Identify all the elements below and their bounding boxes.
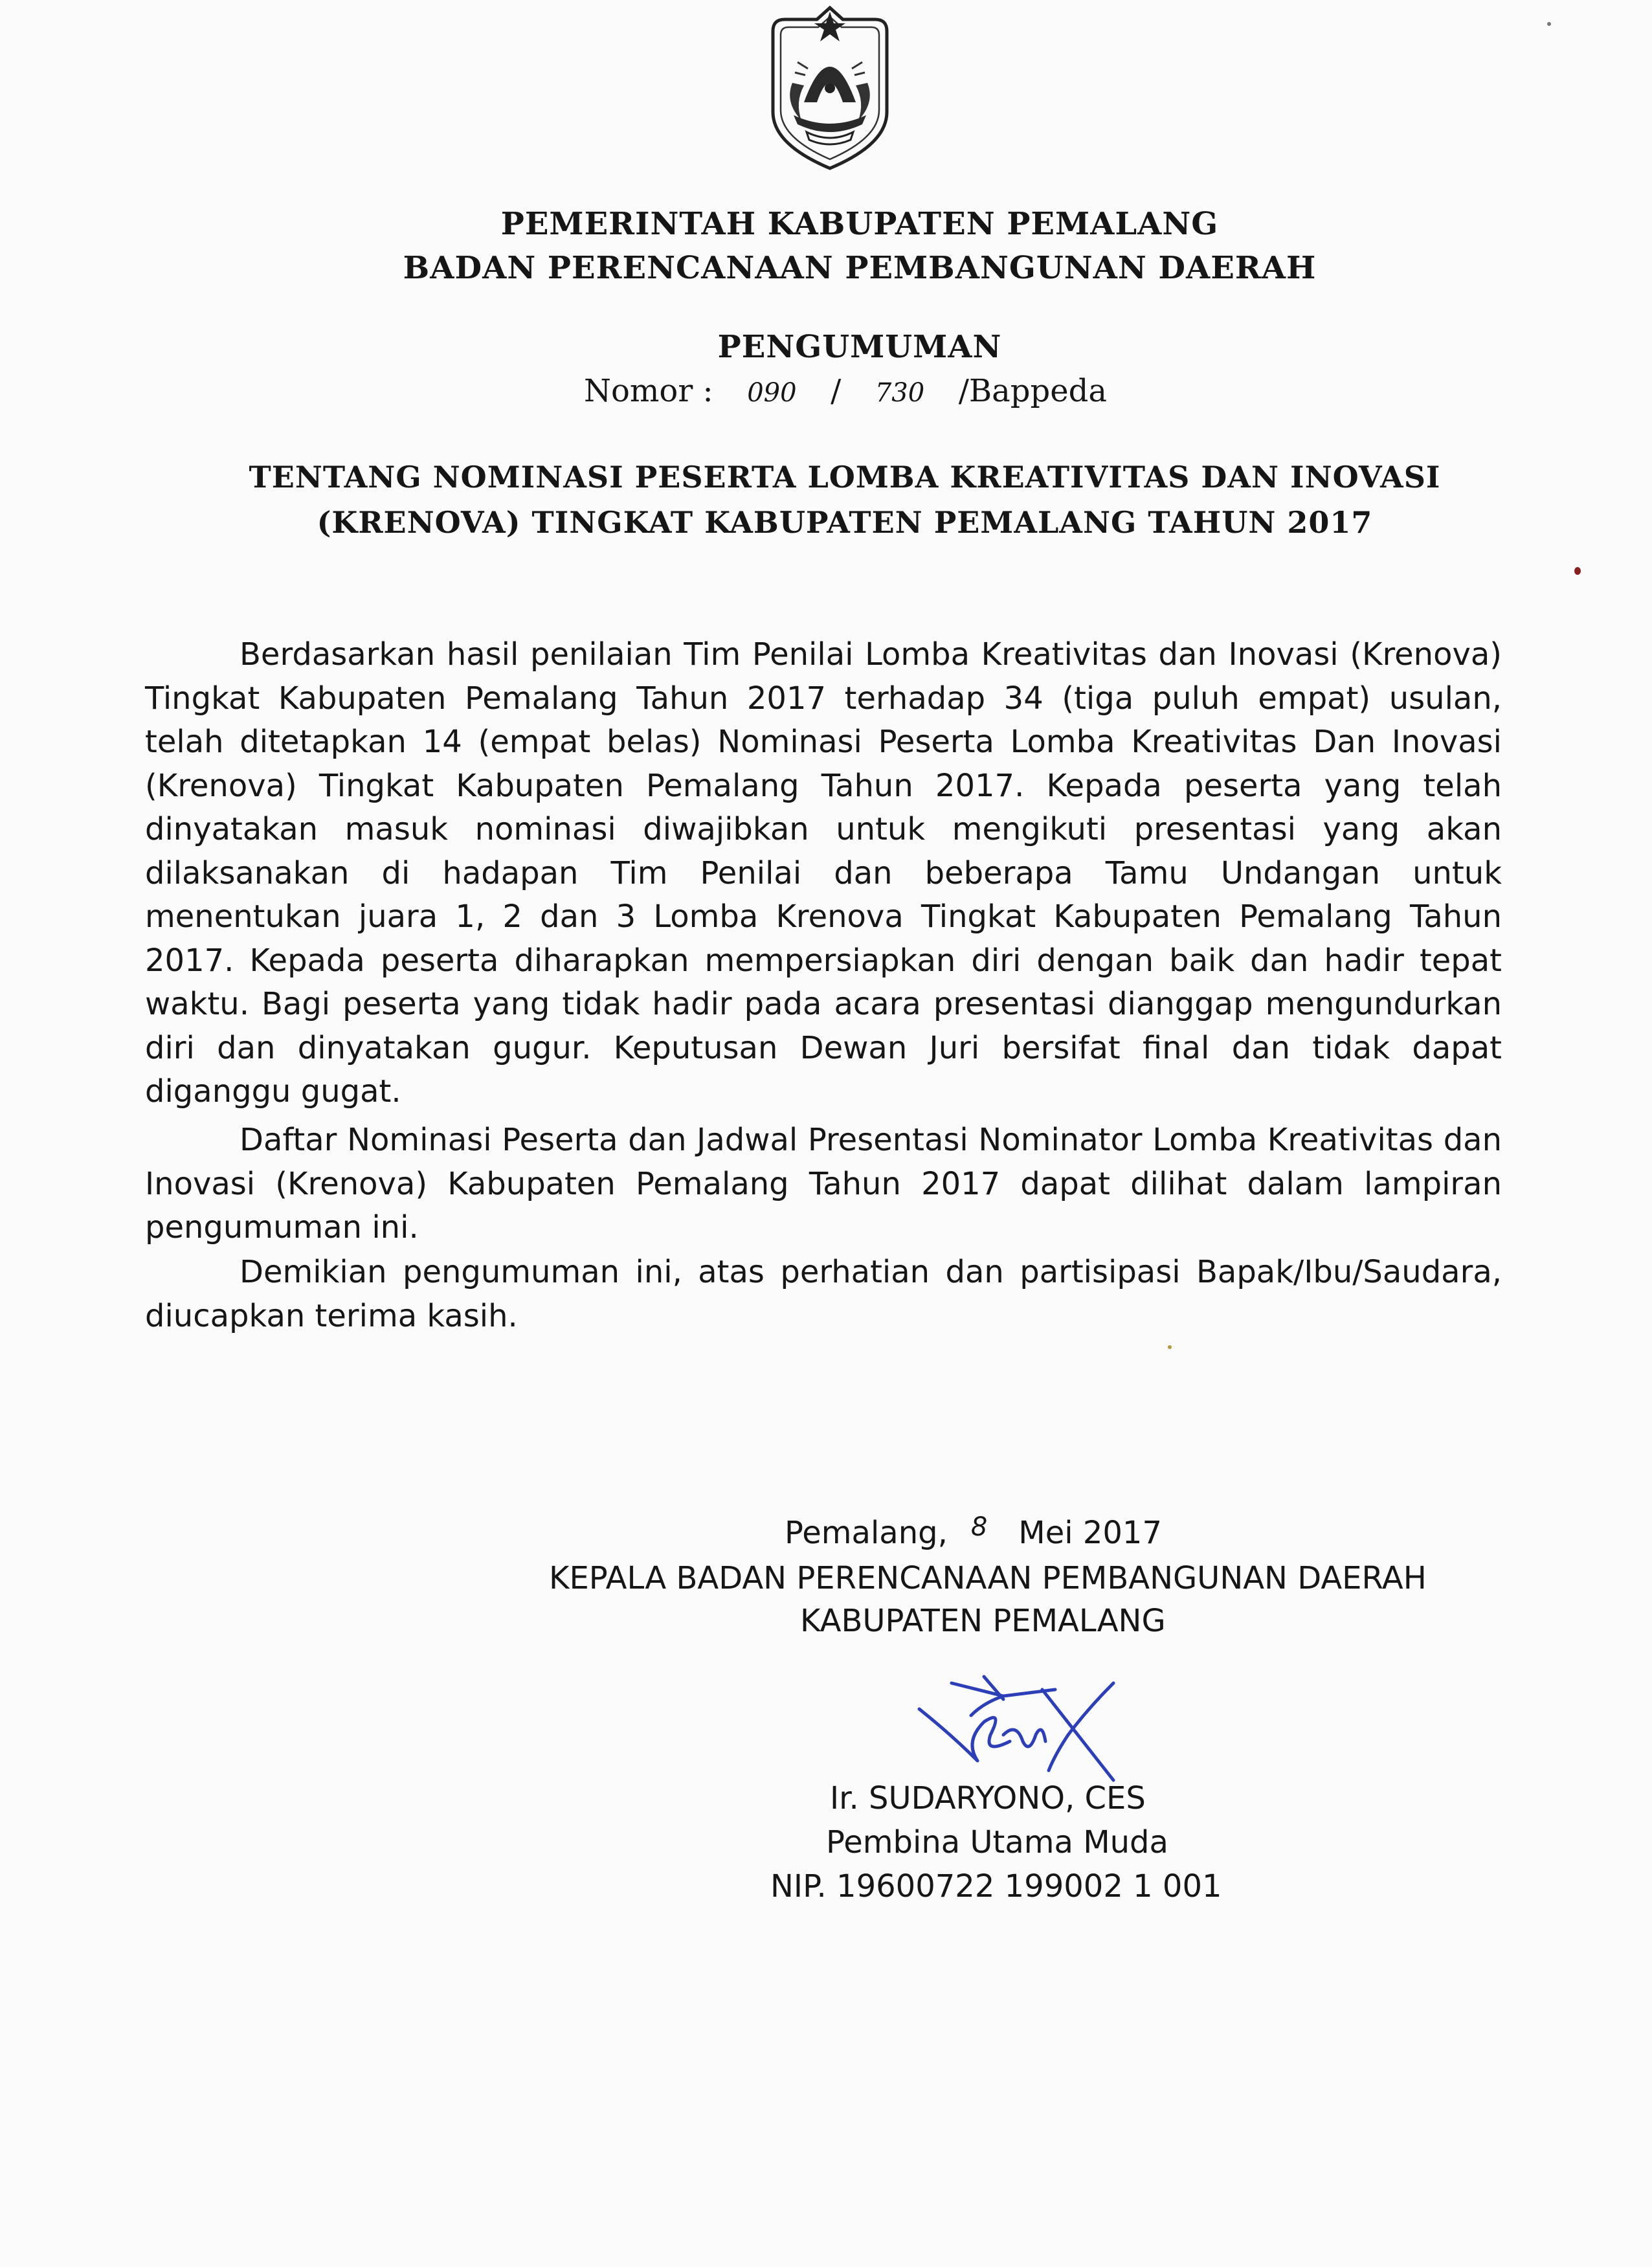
- number-sequence: 730: [875, 378, 925, 408]
- announcement-title: PENGUMUMAN: [717, 329, 1002, 365]
- signer-rank: Pembina Utama Muda: [826, 1824, 1168, 1860]
- place-and-date: [785, 1512, 1162, 1551]
- signer-region: KABUPATEN PEMALANG: [800, 1603, 1166, 1639]
- signer-name: Ir. SUDARYONO, CES: [830, 1780, 1146, 1816]
- subject-line-1: TENTANG NOMINASI PESERTA LOMBA KREATIVITAS DAN INOVASI: [249, 460, 1441, 495]
- date-month-year: Mei 2017: [1018, 1515, 1162, 1551]
- number-suffix: /Bappeda: [958, 373, 1107, 409]
- number-separator: /: [831, 373, 842, 409]
- announcement-number: [584, 373, 1107, 409]
- body-paragraph-2: Daftar Nominasi Peserta dan Jadwal Presentasi Nominator Lomba Kreativitas dan Inovasi (Krenova) Kabupaten Pemalang Tahun 2017 dapat dilihat dalam lampiran pengumuman ini.: [145, 1122, 1502, 1245]
- scan-speck: [1168, 1345, 1172, 1349]
- number-code: 090: [747, 378, 797, 408]
- place: Pemalang,: [785, 1515, 948, 1551]
- number-label: Nomor :: [584, 373, 713, 409]
- signer-nip: NIP. 19600722 199002 1 001: [770, 1868, 1222, 1904]
- signer-title: KEPALA BADAN PERENCANAAN PEMBANGUNAN DAERAH: [549, 1560, 1427, 1596]
- scan-speck: [1574, 567, 1581, 575]
- date-day: 8: [970, 1512, 988, 1542]
- subject-line-2: (KRENOVA) TINGKAT KABUPATEN PEMALANG TAHUN 2017: [317, 505, 1373, 540]
- regency-emblem-icon: [759, 5, 901, 173]
- letterhead-government: PEMERINTAH KABUPATEN PEMALANG: [500, 206, 1219, 242]
- handwritten-signature: [906, 1664, 1126, 1787]
- body-paragraph-1: Berdasarkan hasil penilaian Tim Penilai Lomba Kreativitas dan Inovasi (Krenova) Tingkat Kabupaten Pemalang Tahun 2017 terhadap 34 (tiga puluh empat) usulan, telah ditetapkan 14 (empat belas) Nominasi Peserta Lomba Kreativitas Dan Inovasi (Krenova) Tingkat Kabupaten Pemalang Tahun 2017. Kepada peserta yang telah dinyatakan masuk nominasi diwajibkan untuk mengikuti presentasi yang akan dilaksanakan di hadapan Tim Penilai dan beberapa Tamu Undangan untuk menentukan juara 1, 2 dan 3 Lomba Krenova Tingkat Kabupaten Pemalang Tahun 2017. Kepada peserta diharapkan mempersiapkan diri dengan baik dan hadir tepat waktu. Bagi peserta yang tidak hadir pada acara presentasi dianggap mengundurkan diri dan dinyatakan gugur. Keputusan Dewan Juri bersifat final dan tidak dapat diganggu gugat.: [145, 636, 1502, 1110]
- scan-speck: [1547, 22, 1551, 26]
- letterhead-agency: BADAN PERENCANAAN PEMBANGUNAN DAERAH: [403, 250, 1317, 286]
- body-paragraph-3: Demikian pengumuman ini, atas perhatian dan partisipasi Bapak/Ibu/Saudara, diucapkan terima kasih.: [145, 1254, 1502, 1334]
